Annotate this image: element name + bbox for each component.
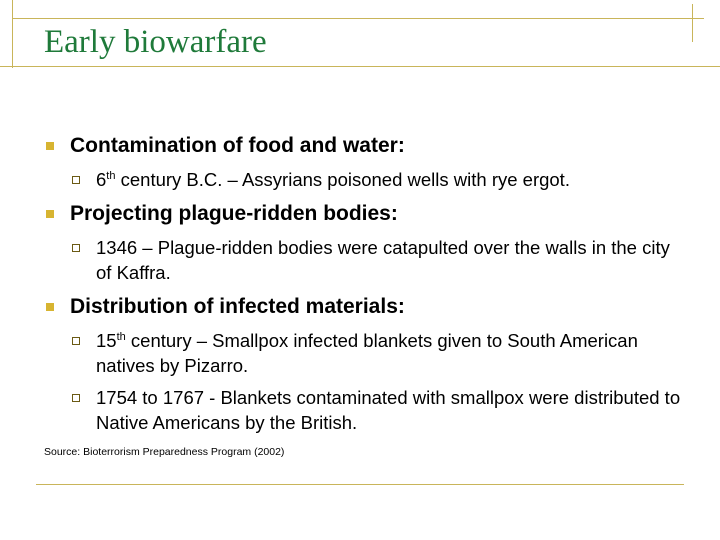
square-bullet-icon xyxy=(46,142,54,150)
frame-top-line xyxy=(12,18,704,19)
section-heading xyxy=(46,199,686,229)
section-heading-text: Distribution of infected materials: xyxy=(70,295,405,318)
section-heading-text: Projecting plague-ridden bodies: xyxy=(70,202,398,225)
list-item xyxy=(46,328,686,378)
list-item-text: century B.C. – Assyrians poisoned wells with rye ergot. xyxy=(115,169,570,190)
slide-title: Early biowarfare xyxy=(44,24,267,60)
slide-content xyxy=(46,131,686,442)
list-item-superscript: th xyxy=(106,169,116,182)
hollow-square-bullet-icon xyxy=(72,244,80,252)
frame-vertical-line xyxy=(12,0,13,68)
frame-bottom-line xyxy=(36,484,684,485)
source-citation: Source: Bioterrorism Preparedness Program (2002) xyxy=(44,446,285,458)
square-bullet-icon xyxy=(46,303,54,311)
list-item-text-pre: 1346 – Plague-ridden bodies were catapulted over the walls in the city of Kaffra. xyxy=(96,237,670,283)
list-item-text-pre: 1754 to 1767 - Blankets contaminated with smallpox were distributed to Native Americans by the British. xyxy=(96,387,681,433)
list-item-text-pre: 6 xyxy=(96,169,107,190)
section-heading xyxy=(46,131,686,161)
list-item-text: century – Smallpox infected blankets given to South American natives by Pizarro. xyxy=(96,330,638,376)
section-heading-text: Contamination of food and water: xyxy=(70,134,405,157)
list-item-superscript: th xyxy=(116,330,126,343)
hollow-square-bullet-icon xyxy=(72,176,80,184)
list-item xyxy=(46,235,686,285)
square-bullet-icon xyxy=(46,210,54,218)
list-item xyxy=(46,385,686,435)
title-divider-line xyxy=(0,66,720,67)
hollow-square-bullet-icon xyxy=(72,394,80,402)
hollow-square-bullet-icon xyxy=(72,337,80,345)
section-heading xyxy=(46,292,686,322)
list-item xyxy=(46,167,686,192)
frame-right-vertical-line xyxy=(692,4,693,42)
list-item-text-pre: 15 xyxy=(96,330,117,351)
